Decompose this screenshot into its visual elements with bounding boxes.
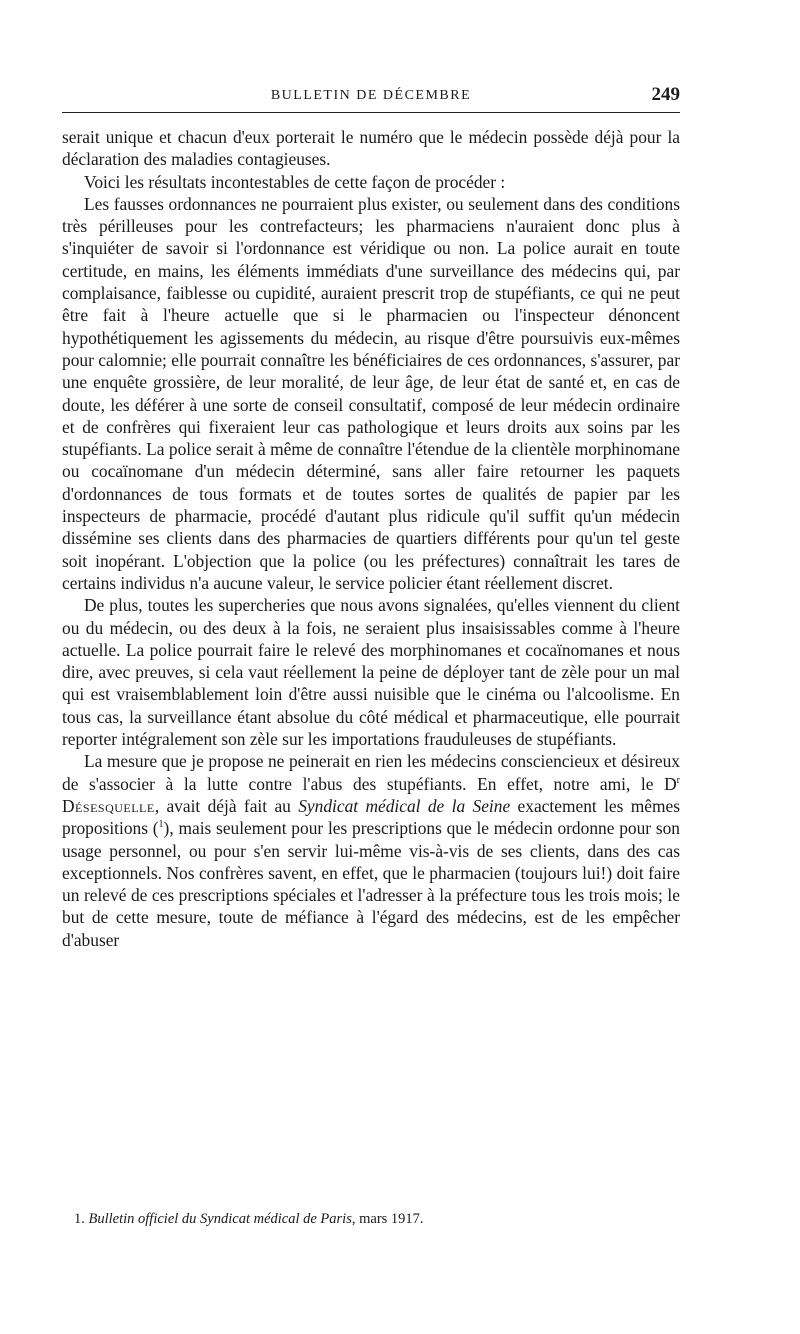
footnote [62, 1210, 692, 1228]
paragraph-3: Les fausses ordonnances ne pourraient plus exister, ou seulement dans des conditions très périlleuses pour les contrefacteurs; les pharmaciens n'auraient donc plus à s'inquiéter de savoir si l'ordonnance est véridique ou non. La police aurait en toute certitude, en mains, les éléments immédiats d'une surveillance des médecins qui, par complaisance, faiblesse ou cupidité, auraient prescrit trop de stupéfiants, ce qui ne peut être fait à l'heure actuelle que si le pharmacien ou l'inspecteur dénoncent hypothétiquement les agissements du médecin, au risque d'être poursuivis eux-mêmes pour calomnie; elle pourrait connaître les bénéficiaires de ces ordonnances, s'assurer, par une enquête grossière, de leur moralité, de leur âge, de leur état de santé et, en cas de doute, les déférer à une sorte de conseil consultatif, composé de leur médecin ordinaire et de confrères qui fixeraient leur cas pathologique et leurs droits aux soins par les stupéfiants. La police serait à même de connaître l'étendue de la clientèle morphinomane ou cocaïnomane d'un médecin déterminé, sans aller faire retourner les paquets d'ordonnances de tous formats et de toutes sortes de qualités de papier par les inspecteurs de pharmacie, procédé d'autant plus ridicule qu'il suffit qu'un médecin dissémine ses clients dans des pharmacies de quartiers différents pour qu'un tel geste soit inopérant. L'objection que la police (ou les préfectures) connaîtrait les tares de certains individus n'a aucune valeur, le service policier étant réellement discret. [62, 193, 680, 593]
journal-name: Syndicat médical de la Seine [298, 795, 511, 816]
footnote-source: Bulletin officiel du Syndicat médical de Paris [88, 1211, 352, 1227]
paragraph-2: Voici les résultats incontestables de cette façon de procéder : [84, 171, 506, 192]
footnote-number: 1. [74, 1211, 85, 1227]
footnote-date: , mars 1917. [351, 1211, 424, 1227]
paragraph-5-text-c: exactement les mêmes propositions ( [62, 795, 681, 839]
running-title: BULLETIN DE DÉCEMBRE [270, 88, 472, 103]
doctor-abbrev-sup: r [676, 774, 680, 786]
author-name: Désesquelle [62, 795, 155, 816]
page-number: 249 [651, 84, 680, 105]
paragraph-5-text-a: La mesure que je propose ne peinerait en rien les médecins consciencieux et désireux de s'associer à la lutte contre l'abus des stupéfiants. En effet, notre ami, le D [62, 751, 680, 794]
paragraph-5 [62, 750, 680, 951]
footnote-ref: 1 [158, 819, 164, 831]
page [62, 82, 680, 951]
paragraph-5-text-d: ), mais seulement pour les prescriptions que le médecin ordonne pour son usage personnel, ou pour s'en servir lui-même vis-à-vis de ses clients, dans des cas exceptionnels. Nos confrères savent, en effet, que le pharmacien (toujours lui!) doit faire un relevé de ces prescriptions spéciales et l'adresser à la préfecture tous les trois mois; le but de cette mesure, toute de méfiance à l'égard des médecins, est de les empêcher d'abuser [62, 818, 680, 950]
paragraph-4: De plus, toutes les supercheries que nous avons signalées, qu'elles viennent du client ou du médecin, ou des deux à la fois, ne seraient plus insaisissables comme à l'heure actuelle. La police pourrait faire le relevé des morphinomanes et cocaïnomanes et nous dire, avec preuves, si cela vaut réellement la peine de déployer tant de zèle pour un mal qui est vraisemblablement loin d'être aussi nuisible que le cinéma ou l'alcoolisme. En tous cas, la surveillance étant absolue du côté médical et pharmaceutique, elle pourrait reporter intégralement son zèle sur les importations frauduleuses de stupéfiants. [62, 595, 680, 750]
running-head [62, 82, 680, 113]
body-text [62, 126, 680, 951]
paragraph-5-text-b: , avait déjà fait au [154, 795, 299, 816]
paragraph-1: serait unique et chacun d'eux porterait le numéro que le médecin possède déjà pour la déclaration des maladies contagieuses. [62, 127, 680, 170]
